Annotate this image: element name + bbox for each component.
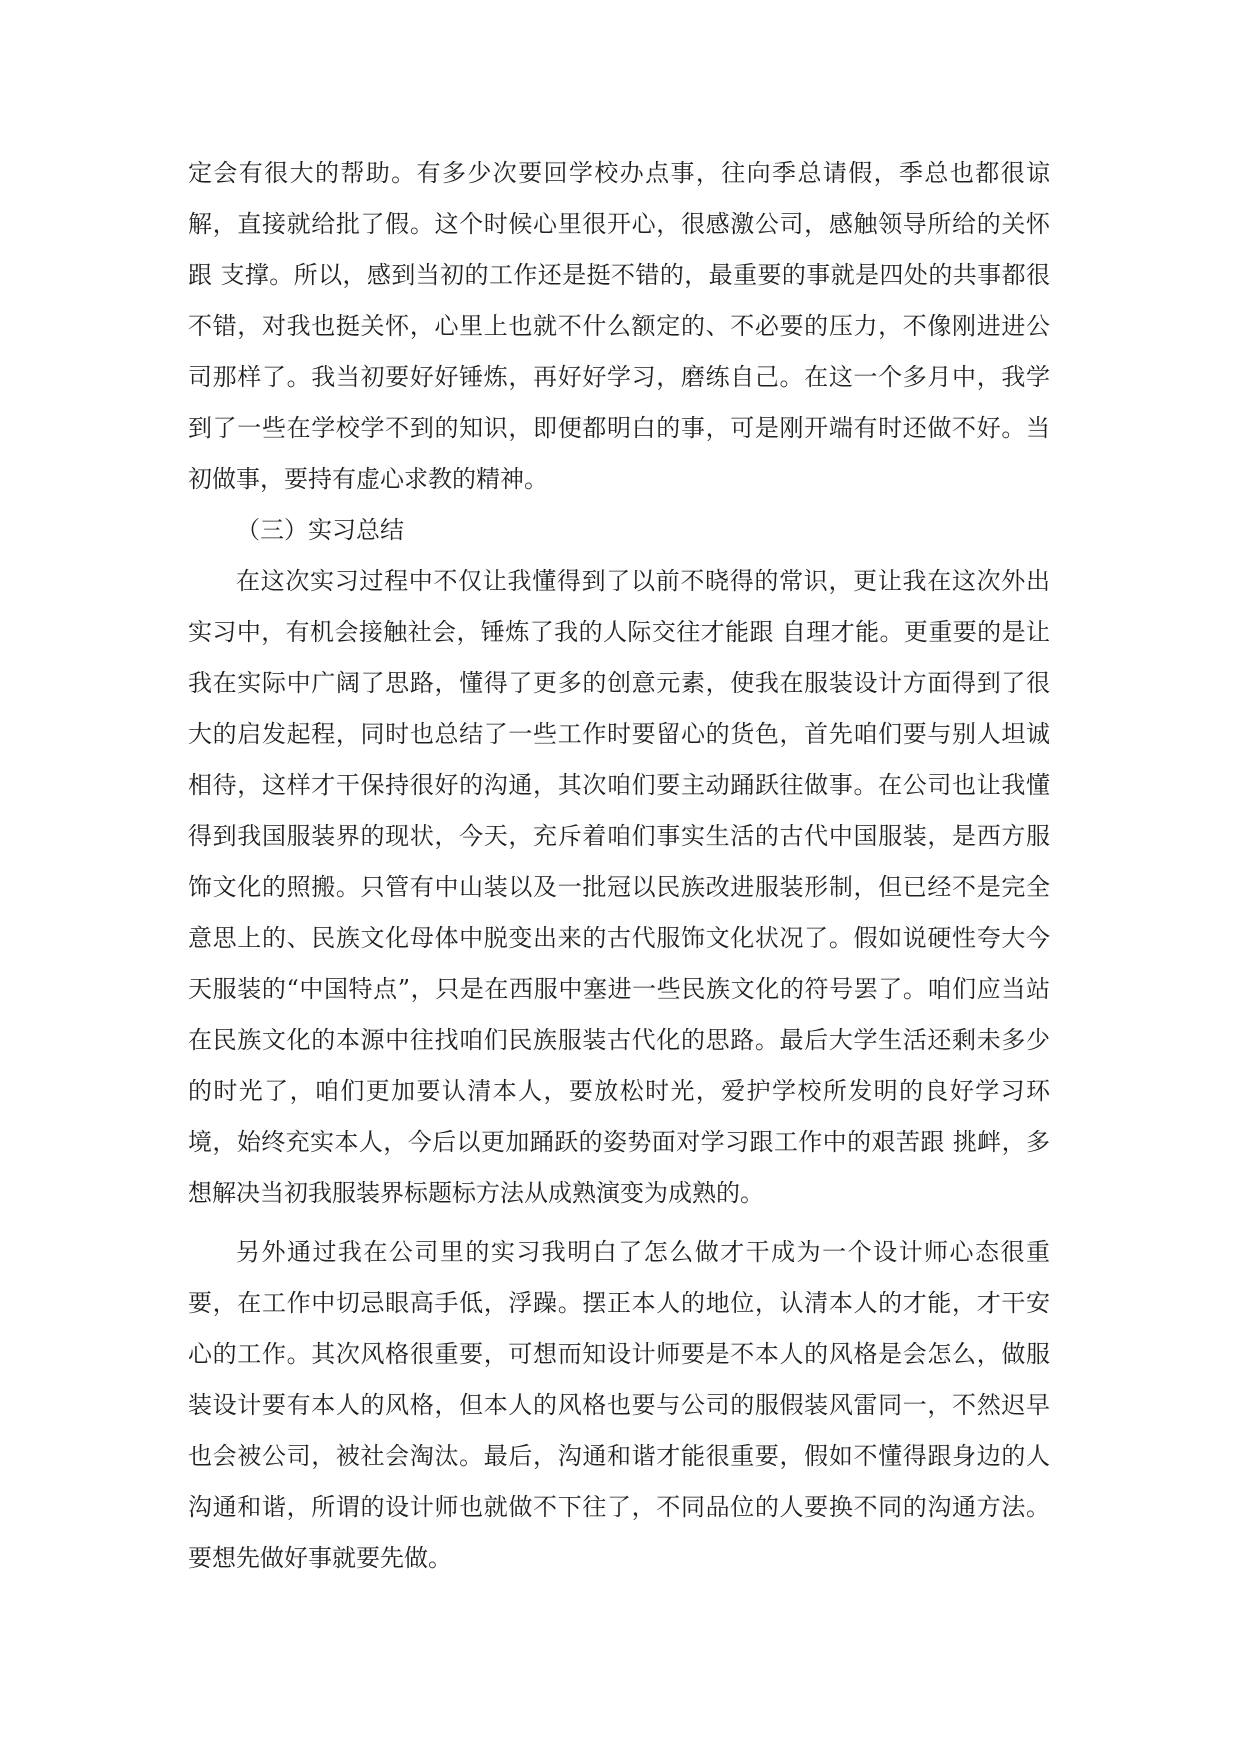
paragraph-summary: 在这次实习过程中不仅让我懂得到了以前不晓得的常识，更让我在这次外出实习中，有机会接触社会，锤炼了我的人际交往才能跟 自理才能。更重要的是让我在实际中广阔了思路，懂得了更多的创意元素，使我在服装设计方面得到了很大的启发起程，同时也总结了一些工作时要留心的货色，首先咱们要与别人坦诚相待，这样才干保持很好的沟通，其次咱们要主动踊跃往做事。在公司也让我懂得到我国服装界的现状，今天，充斥着咱们事实生活的古代中国服装，是西方服饰文化的照搬。只管有中山装以及一批冠以民族改进服装形制，但已经不是完全意思上的、民族文化母体中脱变出来的古代服饰文化状况了。假如说硬性夸大今天服装的“中国特点”，只是在西服中塞进一些民族文化的符号罢了。咱们应当站在民族文化的本源中往找咱们民族服装古代化的思路。最后大学生活还剩未多少的时光了，咱们更加要认清本人，要放松时光，爱护学校所发明的良好学习环境，始终充实本人，今后以更加踊跃的姿势面对学习跟工作中的艰苦跟 挑衅，多想解决当初我服装界标题标方法从成熟演变为成熟的。 xyxy=(188,567,1050,1207)
document-body xyxy=(188,148,1050,1584)
section-heading: （三）实习总结 xyxy=(236,516,404,544)
paragraph-continued: 定会有很大的帮助。有多少次要回学校办点事，往向季总请假，季总也都很谅解，直接就给批了假。这个时候心里很开心，很感激公司，感触领导所给的关怀跟 支撑。所以，感到当初的工作还是挺不错的，最重要的事就是四处的共事都很不错，对我也挺关怀，心里上也就不什么额定的、不必要的压力，不像刚进进公司那样了。我当初要好好锤炼，再好好学习，磨练自己。在这一个多月中，我学到了一些在学校学不到的知识，即便都明白的事，可是刚开端有时还做不好。当初做事，要持有虚心求教的精神。 xyxy=(188,159,1050,493)
paragraph-closing: 另外通过我在公司里的实习我明白了怎么做才干成为一个设计师心态很重要，在工作中切忌眼高手低，浮躁。摆正本人的地位，认清本人的才能，才干安心的工作。其次风格很重要，可想而知设计师要是不本人的风格是会怎么，做服装设计要有本人的风格，但本人的风格也要与公司的服假装风雷同一，不然迟早也会被公司，被社会淘汰。最后，沟通和谐才能很重要，假如不懂得跟身边的人沟通和谐，所谓的设计师也就做不下往了，不同品位的人要换不同的沟通方法。要想先做好事就要先做。 xyxy=(188,1238,1050,1572)
